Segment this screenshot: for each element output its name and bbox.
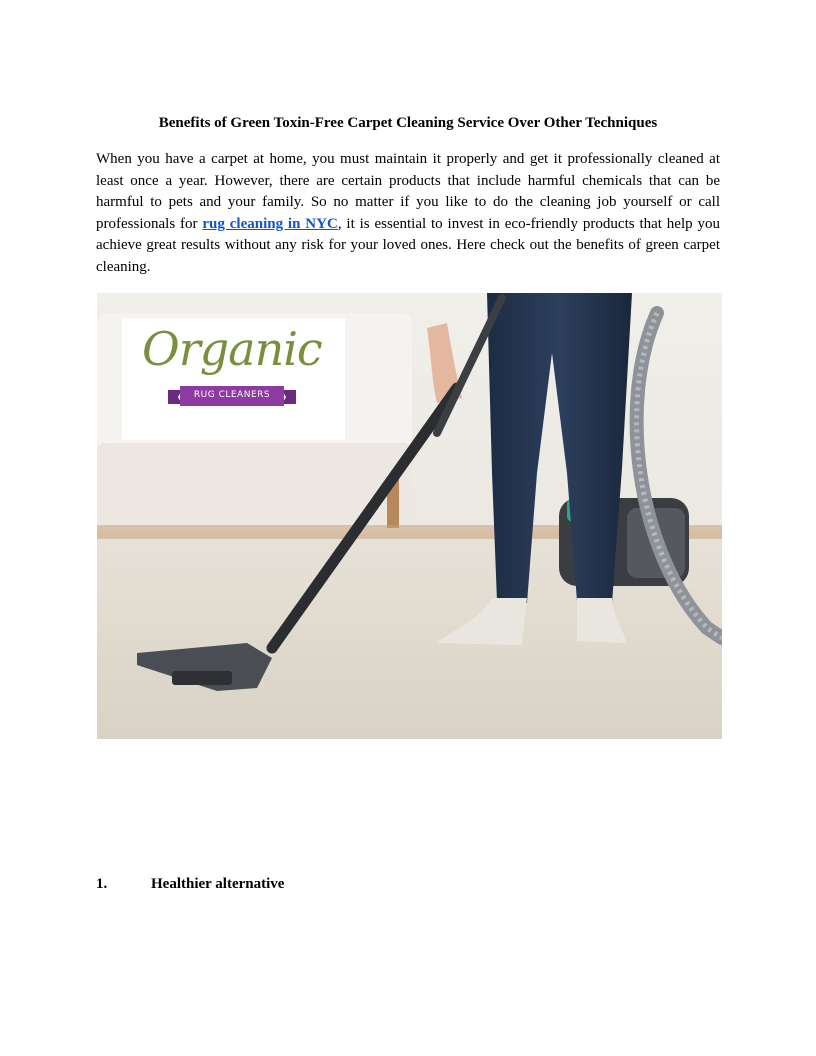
intro-paragraph — [96, 149, 720, 278]
section-number: 1. — [96, 876, 108, 892]
logo-subtitle: RUG CLEANERS — [193, 390, 271, 400]
intro-text-after-link: , it is essential to invest in eco-friendly products that help you achieve great results without any risk for your loved ones. Here check out the benefits of green carpet cleaning. — [96, 215, 720, 275]
vacuum-cleaning-photo — [97, 293, 722, 739]
logo-wordmark: Organic — [142, 322, 322, 376]
section-heading-text: Healthier alternative — [151, 876, 285, 892]
rug-cleaning-nyc-link[interactable]: rug cleaning in NYC — [202, 215, 338, 232]
document-title: Benefits of Green Toxin-Free Carpet Cleaning Service Over Other Techniques — [158, 115, 658, 131]
section-heading-healthier-alternative — [96, 874, 284, 894]
organic-rug-cleaners-logo — [122, 318, 345, 440]
intro-text-before-link: When you have a carpet at home, you must maintain it properly and get it professionally cleaned at least once a year. However, there are certain products that include harmful chemicals that can be harmful to pets and your family. So no matter if you like to do the cleaning job yourself or call professionals for — [96, 151, 720, 232]
